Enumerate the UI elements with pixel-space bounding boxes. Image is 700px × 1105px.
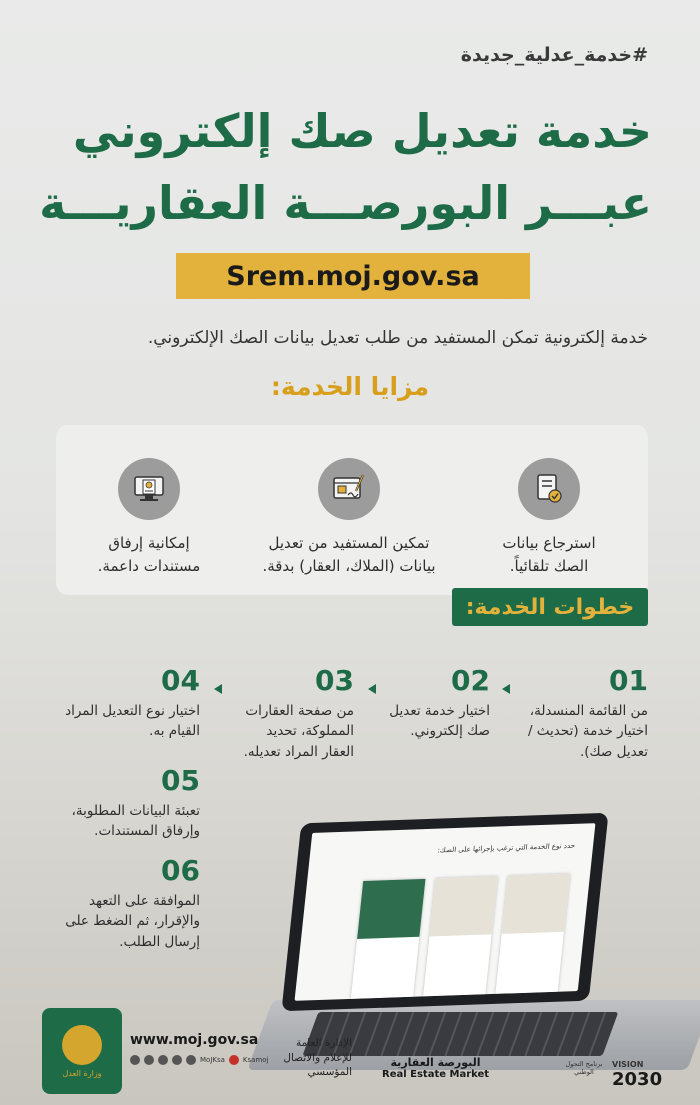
- screen-title: حدد نوع الخدمة التي ترغب بإجرائها على الصك:: [437, 841, 576, 855]
- service-card[interactable]: [495, 874, 570, 994]
- instagram-icon[interactable]: [144, 1055, 154, 1065]
- real-estate-market-logo: [382, 1056, 489, 1080]
- laptop-screen: [281, 813, 608, 1012]
- step-text: اختيار نوع التعديل المراد القيام به.: [65, 703, 200, 740]
- service-card[interactable]: [423, 876, 498, 996]
- feature-line: استرجاع بيانات: [502, 534, 596, 552]
- step-arrow-icon: [368, 684, 376, 694]
- feature-line: الصك تلقائياً.: [509, 556, 589, 575]
- step-01: [518, 664, 648, 762]
- document-check-icon: [518, 458, 580, 520]
- youtube-icon[interactable]: [229, 1055, 239, 1065]
- feature-line: إمكانية إرفاق: [108, 534, 190, 552]
- card-thumbnail: [502, 874, 570, 934]
- service-url[interactable]: Srem.moj.gov.sa: [226, 260, 480, 292]
- service-description: خدمة إلكترونية تمكن المستفيد من طلب تعديل بيانات الصك الإلكتروني.: [147, 328, 648, 348]
- ministry-label: وزارة العدل: [62, 1068, 102, 1078]
- feature-line: تمكين المستفيد من تعديل: [268, 534, 430, 552]
- contract-edit-icon: [318, 458, 380, 520]
- steps-heading: خطوات الخدمة:: [452, 588, 648, 626]
- feature-line: مستندات داعمة.: [97, 556, 201, 575]
- laptop-screen-content: [295, 823, 596, 1001]
- step-text: من القائمة المنسدلة، اختيار خدمة (تحديث / تعديل صك).: [527, 703, 648, 760]
- card-thumbnail: [429, 876, 497, 936]
- feature-line: بيانات (الملاك، العقار) بدقة.: [262, 556, 436, 575]
- program-logo: برنامج التحول الوطني: [565, 1060, 603, 1076]
- card-title: [501, 932, 564, 942]
- vision-2030-logo: [612, 1060, 662, 1090]
- social-links: [130, 1055, 269, 1065]
- scales-icon: [62, 1025, 102, 1065]
- tiktok-icon[interactable]: [172, 1055, 182, 1065]
- step-06: [50, 854, 200, 952]
- step-number: 04: [161, 664, 200, 697]
- hashtag: #خدمة_عدلية_جديدة: [460, 44, 648, 66]
- features-heading: مزايا الخدمة:: [270, 372, 430, 401]
- url-banner[interactable]: [176, 253, 530, 299]
- vision-year: 2030: [612, 1069, 663, 1090]
- card-title: [429, 934, 492, 944]
- step-number: 06: [161, 854, 200, 887]
- facebook-icon[interactable]: [186, 1055, 196, 1065]
- snapchat-icon[interactable]: [158, 1055, 168, 1065]
- step-text: من صفحة العقارات المملوكة، تحديد العقار المراد تعديله.: [243, 703, 354, 760]
- step-03: [234, 664, 354, 762]
- vision-label: VISION: [612, 1060, 644, 1069]
- step-arrow-icon: [502, 684, 510, 694]
- step-05: [50, 764, 200, 842]
- page-title-line2: عبـــر البورصـــة العقاريـــة: [39, 176, 652, 230]
- ministry-logo: [42, 1008, 122, 1094]
- step-text: تعبئة البيانات المطلوبة، وإرفاق المستندات.: [71, 803, 200, 840]
- x-icon[interactable]: [130, 1055, 140, 1065]
- monitor-document-icon: [118, 458, 180, 520]
- step-02: [380, 664, 490, 742]
- step-number: 02: [451, 664, 490, 697]
- feature-attach-docs: [54, 458, 244, 577]
- social-handle[interactable]: MoJKsa: [200, 1056, 225, 1064]
- step-text: اختيار خدمة تعديل صك إلكتروني.: [389, 703, 490, 740]
- feature-auto-retrieve: [454, 458, 644, 577]
- department-name: الإدارة العامة للإعلام والاتصال المؤسسي: [283, 1037, 352, 1079]
- market-name-ar: البورصة العقارية: [390, 1056, 481, 1069]
- card-thumbnail: [357, 879, 425, 939]
- step-arrow-icon: [214, 684, 222, 694]
- card-title: [356, 937, 419, 947]
- step-number: 03: [315, 664, 354, 697]
- service-card[interactable]: [351, 879, 426, 999]
- step-number: 01: [609, 664, 648, 697]
- page-title-line1: خدمة تعديل صك إلكتروني: [72, 104, 652, 158]
- market-name-en: Real Estate Market: [382, 1069, 490, 1080]
- website-link[interactable]: www.moj.gov.sa: [130, 1032, 259, 1048]
- social-handle[interactable]: Ksamoj: [242, 1056, 269, 1064]
- step-number: 05: [161, 764, 200, 797]
- feature-edit-data: [254, 458, 444, 577]
- step-text: الموافقة على التعهد والإقرار، ثم الضغط على إرسال الطلب.: [65, 893, 200, 950]
- step-04: [50, 664, 200, 742]
